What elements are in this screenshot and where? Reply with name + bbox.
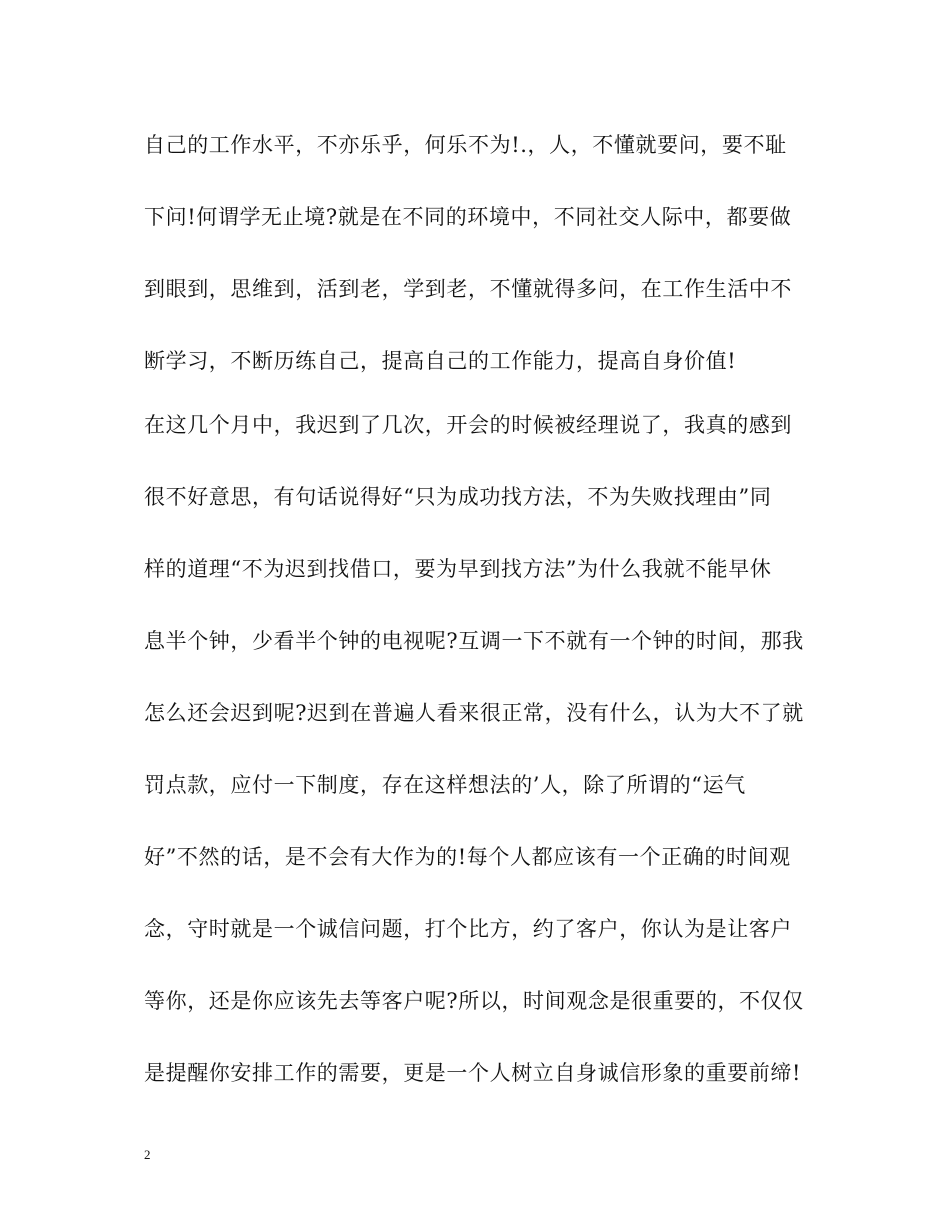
paragraph-2-line-7: 好”不然的话，是不会有大作为的!每个人都应该有一个正确的时间观 — [144, 845, 791, 869]
paragraph-2-line-6: 罚点款，应付一下制度，存在这样想法的’人，除了所谓的“运气 — [144, 773, 746, 797]
paragraph-2-line-3: 样的道理“不为迟到找借口，要为早到找方法”为什么我就不能早休 — [144, 557, 772, 581]
paragraph-2-line-10: 是提醒你安排工作的需要，更是一个人树立自身诚信形象的重要前缔! — [144, 1061, 802, 1085]
paragraph-1-line-3: 到眼到，思维到，活到老，学到老，不懂就得多问，在工作生活中不 — [144, 277, 792, 301]
paragraph-2-line-4: 息半个钟，少看半个钟的电视呢?互调一下不就有一个钟的时间，那我 — [144, 629, 804, 653]
paragraph-1-line-4: 断学习，不断历练自己，提高自己的工作能力，提高自身价值! — [144, 349, 737, 373]
paragraph-2-line-5: 怎么还会迟到呢?迟到在普遍人看来很正常，没有什么，认为大不了就 — [144, 701, 804, 725]
paragraph-1-line-2: 下问!何谓学无止境?就是在不同的环境中，不同社交人际中，都要做 — [144, 205, 792, 229]
paragraph-1-line-1: 自己的工作水平，不亦乐乎，何乐不为!.，人，不懂就要问，要不耻 — [144, 133, 787, 157]
page-number: 2 — [144, 1147, 151, 1162]
paragraph-2-line-2: 很不好意思，有句话说得好“只为成功找方法，不为失败找理由”同 — [144, 485, 772, 509]
paragraph-2-line-9: 等你，还是你应该先去等客户呢?所以，时间观念是很重要的，不仅仅 — [144, 989, 804, 1013]
paragraph-2-line-1: 在这几个月中，我迟到了几次，开会的时候被经理说了，我真的感到 — [144, 413, 792, 437]
paragraph-2-line-8: 念，守时就是一个诚信问题，打个比方，约了客户，你认为是让客户 — [144, 917, 792, 941]
